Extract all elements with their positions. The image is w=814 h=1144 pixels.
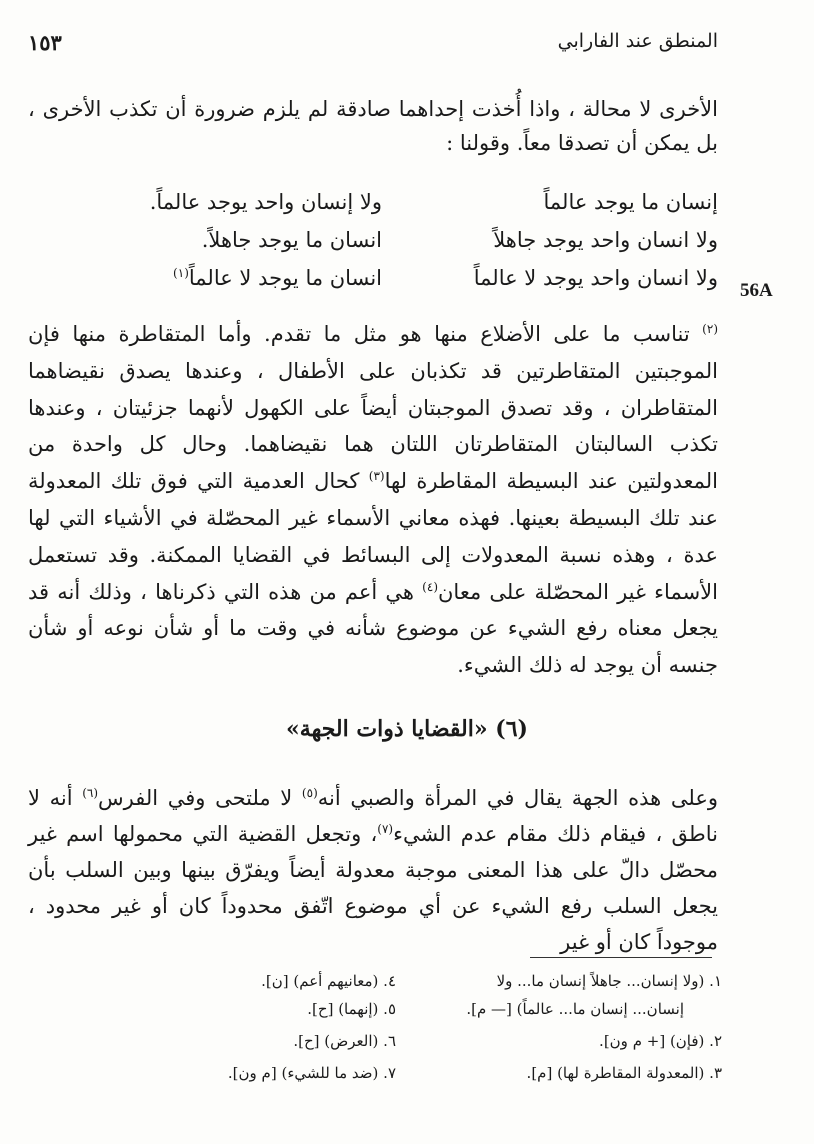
paragraph-3-text-c: أنه لا ناطق ، فيقام ذلك مقام عدم الشيء bbox=[28, 786, 718, 846]
footnote-1-continued: إنسان... إنسان ما... عالماً) [— م]. bbox=[466, 1000, 684, 1018]
footnote-marker: (٣) bbox=[368, 469, 385, 484]
paragraph-2 bbox=[28, 316, 718, 684]
verse-row bbox=[28, 190, 718, 224]
footnote-marker: (١) bbox=[173, 266, 189, 280]
margin-reference: 56A bbox=[740, 280, 773, 301]
verse-right: إنسان ما يوجد عالماً bbox=[543, 190, 718, 214]
footnote-marker: (٢) bbox=[702, 322, 718, 336]
paragraph-1: الأخرى لا محالة ، واذا أُخذت إحداهما صادقة لم يلزم ضرورة أن تكذب الأخرى ، بل يمكن أن تصدقا معاً. وقولنا : bbox=[28, 97, 718, 155]
paragraph-3-text-a: وعلى هذه الجهة يقال في المرأة والصبي أنه bbox=[317, 786, 718, 810]
footnote-1: ١. (ولا إنسان... جاهلاً إنسان ما... ولا bbox=[496, 972, 722, 990]
paragraph-2-text-a: تناسب ما على الأضلاع منها هو مثل ما تقدم. وأما المتقاطرة منها فإن الموجبتين المتقاطرتين قد تكذبان على الأطفال ، وعندها يصدق نقيضاهما المتقاطران ، وقد تصدق الموجبتان أيضاً على الكهول لأنهما جزئيتان ، وعندها تكذب السالبتان المتقاطرتان اللتان هما نقيضاهما. وحال كل واحدة من المعدولتين عند البسيطة المقاطرة لها bbox=[28, 322, 718, 494]
verse-right: ولا انسان واحد يوجد لا عالماً bbox=[473, 266, 718, 290]
verse-row bbox=[28, 266, 718, 300]
paragraph-2-text-c: هي أعم من هذه التي ذكرناها ، وذلك أنه قد يجعل معناه رفع الشيء عن موضوع شأنه في وقت ما أو شأن نوعه أو شأن جنسه أن يوجد له ذلك الشيء. bbox=[28, 579, 718, 678]
verse-row bbox=[28, 228, 718, 262]
footnote-marker: (٤) bbox=[422, 579, 438, 594]
verse-right: ولا انسان واحد يوجد جاهلاً bbox=[493, 228, 718, 252]
footnote-marker: (٥) bbox=[301, 786, 318, 800]
verse-left: انسان ما يوجد جاهلاً. bbox=[201, 228, 382, 252]
footnote-6: ٦. (العرض) [ح]. bbox=[293, 1032, 396, 1050]
verse-left bbox=[173, 266, 382, 290]
footnote-3: ٣. (المعدولة المقاطرة لها) [م]. bbox=[526, 1064, 722, 1082]
running-header-title: المنطق عند الفارابي bbox=[557, 30, 718, 52]
paragraph-3 bbox=[28, 780, 718, 960]
verse-left: ولا إنسان واحد يوجد عالماً. bbox=[149, 190, 382, 214]
footnote-divider bbox=[530, 957, 712, 958]
footnote-5: ٥. (إنهما) [ح]. bbox=[307, 1000, 396, 1018]
page-number: ١٥٣ bbox=[28, 30, 62, 55]
paragraph-3-text-b: لا ملتحى وفي الفرس bbox=[98, 786, 302, 810]
footnote-4: ٤. (معانيهم أعم) [ن]. bbox=[261, 972, 396, 990]
footnote-marker: (٦) bbox=[82, 786, 99, 800]
footnote-7: ٧. (ضد ما للشيء) [م ون]. bbox=[227, 1064, 396, 1082]
footnote-2: ٢. (فإن) [+ م ون]. bbox=[599, 1032, 722, 1050]
paragraph-2-text-b: كحال العدمية التي فوق تلك المعدولة عند تلك البسيطة بعينها. فهذه معاني الأسماء غير المحصّلة في الأشياء التي لها عدة ، وهذه نسبة المعدولات إلى البسائط في القضايا الممكنة. وقد تستعمل الأسماء غير المحصّلة على معان bbox=[28, 469, 718, 604]
footnote-marker: (٧) bbox=[377, 822, 394, 836]
verse-left-text: انسان ما يوجد لا عالماً bbox=[188, 266, 382, 290]
section-heading: (٦) «القضايا ذوات الجهة» bbox=[286, 716, 528, 742]
paragraph-3-text-d: ، وتجعل القضية التي محمولها اسم غير محصّل دالّ على هذا المعنى موجبة معدولة أيضاً ويفرّق بينها وبين السلب بأن يجعل السلب رفع الشيء عن أي موضوع اتّفق محدوداً كان أو غير محدود ، موجوداً كان أو غير bbox=[28, 822, 718, 954]
